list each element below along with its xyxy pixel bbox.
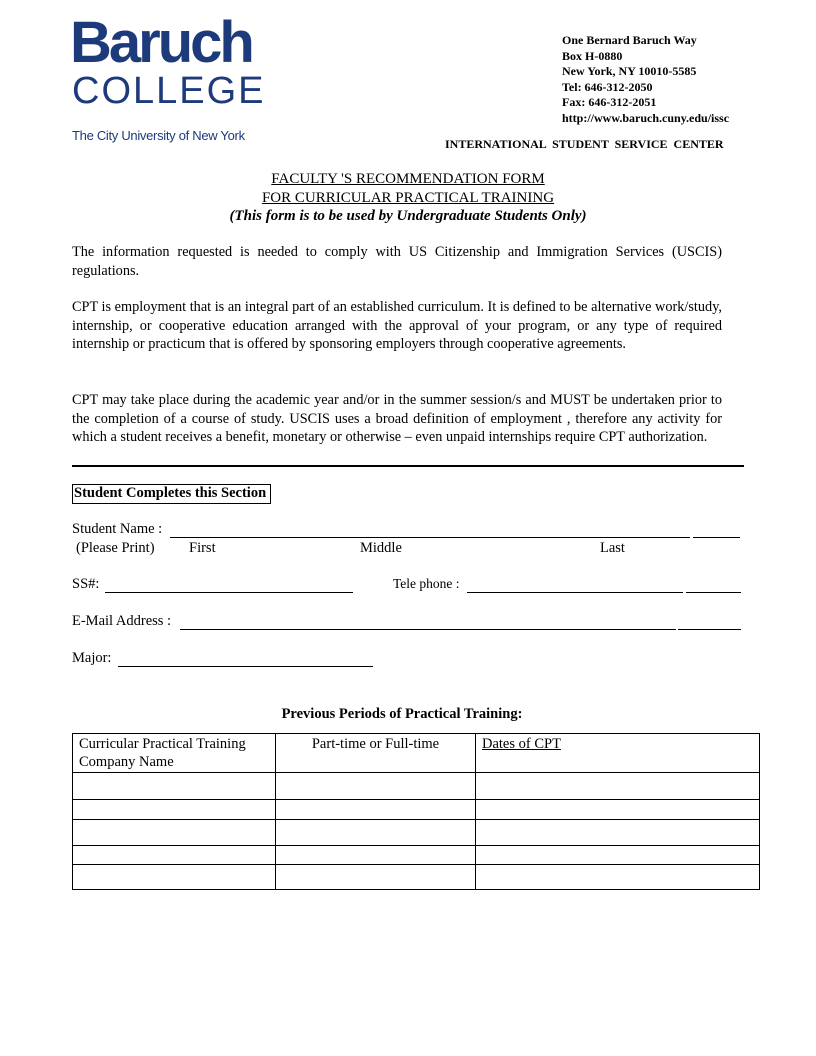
- table-header-row: [73, 734, 760, 773]
- address-fax: Fax: 646-312-2051: [562, 95, 657, 109]
- logo-tagline: The City University of New York: [72, 128, 245, 143]
- table-cell[interactable]: [276, 820, 476, 846]
- address-line3: New York, NY 10010-5585: [562, 64, 697, 78]
- logo-baruch: Baruch: [70, 10, 252, 75]
- student-name-label: Student Name :: [72, 521, 163, 537]
- section-title: Student Completes this Section: [72, 484, 271, 504]
- email-field-extra[interactable]: [678, 629, 741, 630]
- header-part-full-time: Part-time or Full-time: [276, 734, 476, 773]
- logo-college: COLLEGE: [72, 70, 266, 112]
- address-line2: Box H-0880: [562, 48, 623, 63]
- table-row: [73, 800, 760, 820]
- table-cell[interactable]: [73, 865, 276, 890]
- ss-label: SS#:: [72, 576, 100, 592]
- address-line1: One Bernard Baruch Way: [562, 33, 697, 47]
- table-cell[interactable]: [276, 800, 476, 820]
- email-field[interactable]: [180, 629, 676, 630]
- table-row: [73, 846, 760, 865]
- address-tel: Tel: 646-312-2050: [562, 79, 653, 94]
- table-cell[interactable]: [73, 800, 276, 820]
- section-divider: [72, 465, 744, 467]
- address-block: [562, 33, 729, 126]
- previous-periods-title: Previous Periods of Practical Training:: [281, 706, 523, 722]
- form-title-line2: FOR CURRICULAR PRACTICAL TRAINING: [261, 190, 555, 206]
- last-name-label: Last: [600, 540, 625, 556]
- middle-name-label: Middle: [360, 540, 402, 556]
- major-field[interactable]: [118, 666, 373, 667]
- first-name-label: First: [189, 540, 216, 556]
- table-cell[interactable]: [73, 846, 276, 865]
- table-row: [73, 865, 760, 890]
- email-label: E-Mail Address :: [72, 613, 172, 629]
- table-cell[interactable]: [476, 773, 760, 800]
- major-label: Major:: [72, 650, 112, 666]
- table-cell[interactable]: [276, 846, 476, 865]
- telephone-field-extra[interactable]: [686, 592, 741, 593]
- table-row: [73, 820, 760, 846]
- form-title-note: (This form is to be used by Undergraduate Students Only): [229, 208, 587, 224]
- paragraph-cpt-definition: CPT is employment that is an integral part of an established curriculum. It is defined to be alternative work/study, internship, or cooperative education arranged with the approval of your program, or any type of required internship or practicum that is offered by sponsoring employers through cooperative agreements.: [72, 299, 722, 352]
- table-cell[interactable]: [73, 820, 276, 846]
- address-url[interactable]: http://www.baruch.cuny.edu/issc: [562, 110, 730, 125]
- header-dates-text: Dates of CPT: [482, 736, 561, 752]
- table-cell[interactable]: [276, 773, 476, 800]
- telephone-field[interactable]: [467, 592, 683, 593]
- table-row: [73, 773, 760, 800]
- table-cell[interactable]: [476, 800, 760, 820]
- table-cell[interactable]: [276, 865, 476, 890]
- ss-field[interactable]: [105, 592, 353, 593]
- telephone-label: Tele phone :: [393, 576, 460, 591]
- paragraph-uscis: The information requested is needed to comply with US Citizenship and Immigration Services (USCIS) regulations.: [72, 244, 722, 279]
- student-name-field[interactable]: [170, 537, 690, 538]
- please-print-label: (Please Print): [76, 540, 155, 556]
- header-dates: [476, 734, 760, 773]
- form-title-line1: FACULTY 'S RECOMMENDATION FORM: [271, 171, 545, 187]
- cpt-history-table: [72, 733, 760, 890]
- student-name-field-extra[interactable]: [693, 537, 740, 538]
- header-company-name: Curricular Practical Training Company Name: [73, 734, 276, 773]
- table-cell[interactable]: [476, 820, 760, 846]
- table-cell[interactable]: [476, 846, 760, 865]
- table-cell[interactable]: [476, 865, 760, 890]
- center-name: INTERNATIONAL STUDENT SERVICE CENTER: [445, 137, 724, 151]
- table-cell[interactable]: [73, 773, 276, 800]
- paragraph-cpt-timing: CPT may take place during the academic year and/or in the summer session/s and MUST be undertaken prior to the completion of a course of study. USCIS uses a broad definition of employment , therefore any activity for which a student receives a benefit, monetary or otherwise – even unpaid internships require CPT authorization.: [72, 392, 722, 445]
